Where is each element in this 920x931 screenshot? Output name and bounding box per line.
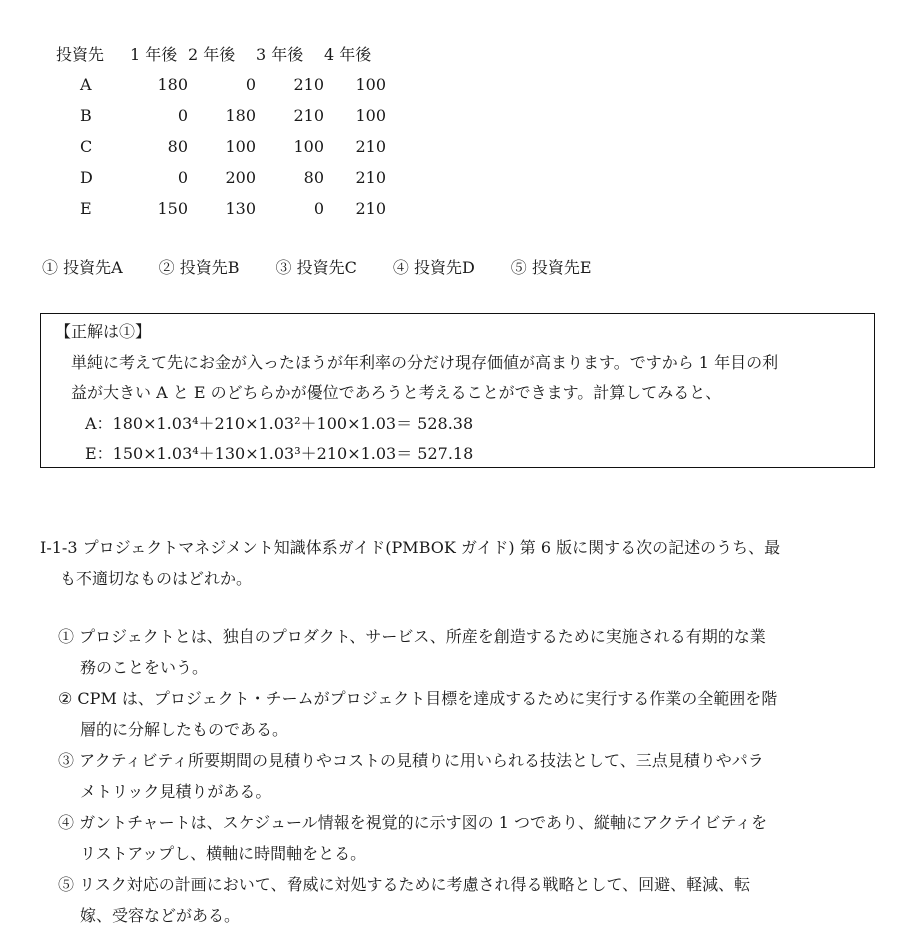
option-line: 層的に分解したものである。	[80, 720, 289, 739]
table-cell: E	[80, 199, 92, 218]
answer-explanation-box	[40, 313, 875, 468]
choice-4: ④ 投資先D	[392, 258, 475, 277]
table-cell: 100	[293, 137, 324, 156]
table-cell: 200	[225, 168, 256, 187]
table-cell: A	[80, 75, 92, 94]
answer-choices	[42, 255, 628, 278]
table-cell: 80	[303, 168, 324, 187]
option-line: ④ ガントチャートは、スケジュール情報を視覚的に示す図の 1 つであり、縦軸にアクテイビティを	[58, 813, 768, 832]
choice-3: ③ 投資先C	[275, 258, 357, 277]
table-header-row	[56, 38, 386, 69]
question-stem	[40, 532, 780, 594]
table-cell: C	[80, 137, 93, 156]
table-cell: 0	[313, 199, 324, 218]
investment-table	[56, 38, 386, 224]
table-row	[56, 131, 386, 162]
table-cell: 180	[225, 106, 256, 125]
option-line: 嫁、受容などがある。	[80, 906, 241, 925]
table-header: 2 年後	[188, 45, 236, 64]
table-cell: 210	[355, 137, 386, 156]
table-header: 4 年後	[324, 45, 372, 64]
choice-5: ⑤ 投資先E	[510, 258, 592, 277]
option-line: リストアップし、横軸に時間軸をとる。	[80, 844, 367, 863]
table-cell: 210	[293, 106, 324, 125]
question-options	[58, 621, 777, 931]
table-cell: 210	[355, 199, 386, 218]
table-header: 3 年後	[256, 45, 304, 64]
table-header: 投資先	[56, 45, 105, 64]
option-3	[58, 745, 777, 807]
table-cell: 100	[355, 106, 386, 125]
option-line: ① プロジェクトとは、独自のプロダクト、サービス、所産を創造するために実施される有期的な業	[58, 627, 766, 646]
option-line: メトリック見積りがある。	[80, 782, 272, 801]
table-row	[56, 193, 386, 224]
table-row	[56, 100, 386, 131]
table-cell: 100	[225, 137, 256, 156]
option-2	[58, 683, 777, 745]
table-header: 1 年後	[130, 45, 178, 64]
option-1	[58, 621, 777, 683]
choice-2: ② 投資先B	[158, 258, 240, 277]
option-line: 務のことをいう。	[80, 658, 209, 677]
option-5	[58, 869, 777, 931]
table-cell: 210	[355, 168, 386, 187]
answer-text-line: 益が大きい A と E のどちらかが優位であろうと考えることができます。計算してみると、	[71, 383, 722, 402]
table-cell: 210	[293, 75, 324, 94]
table-cell: B	[80, 106, 92, 125]
option-4	[58, 807, 777, 869]
table-cell: 80	[167, 137, 188, 156]
table-cell: 0	[245, 75, 256, 94]
option-line: ⑤ リスク対応の計画において、脅威に対処するために考慮され得る戦略として、回避、軽減、転	[58, 875, 751, 894]
option-line: ② CPM は、プロジェクト・チームがプロジェクト目標を達成するために実行する作業の全範囲を階	[58, 689, 778, 708]
table-row	[56, 162, 386, 193]
table-cell: 0	[177, 168, 188, 187]
choice-1: ① 投資先A	[42, 258, 123, 277]
question-line: も不適切なものはどれか。	[60, 569, 253, 588]
calc-e: E：150×1.03⁴＋130×1.03³＋210×1.03＝ 527.18	[85, 444, 474, 463]
table-cell: 130	[225, 199, 256, 218]
answer-text-line: 単純に考えて先にお金が入ったほうが年利率の分だけ現存価値が高まります。ですから 1 年目の利	[71, 353, 779, 372]
answer-title: 【正解は①】	[55, 322, 152, 341]
table-cell: 100	[355, 75, 386, 94]
calc-a: A：180×1.03⁴＋210×1.03²＋100×1.03＝ 528.38	[85, 414, 474, 433]
table-cell: 180	[157, 75, 188, 94]
table-cell: D	[80, 168, 93, 187]
table-row	[56, 69, 386, 100]
option-line: ③ アクティビティ所要期間の見積りやコストの見積りに用いられる技法として、三点見積りやパラ	[58, 751, 764, 770]
table-cell: 150	[157, 199, 188, 218]
question-line: I-1-3 プロジェクトマネジメント知識体系ガイド(PMBOK ガイド) 第 6 版に関する次の記述のうち、最	[40, 538, 781, 557]
table-cell: 0	[177, 106, 188, 125]
